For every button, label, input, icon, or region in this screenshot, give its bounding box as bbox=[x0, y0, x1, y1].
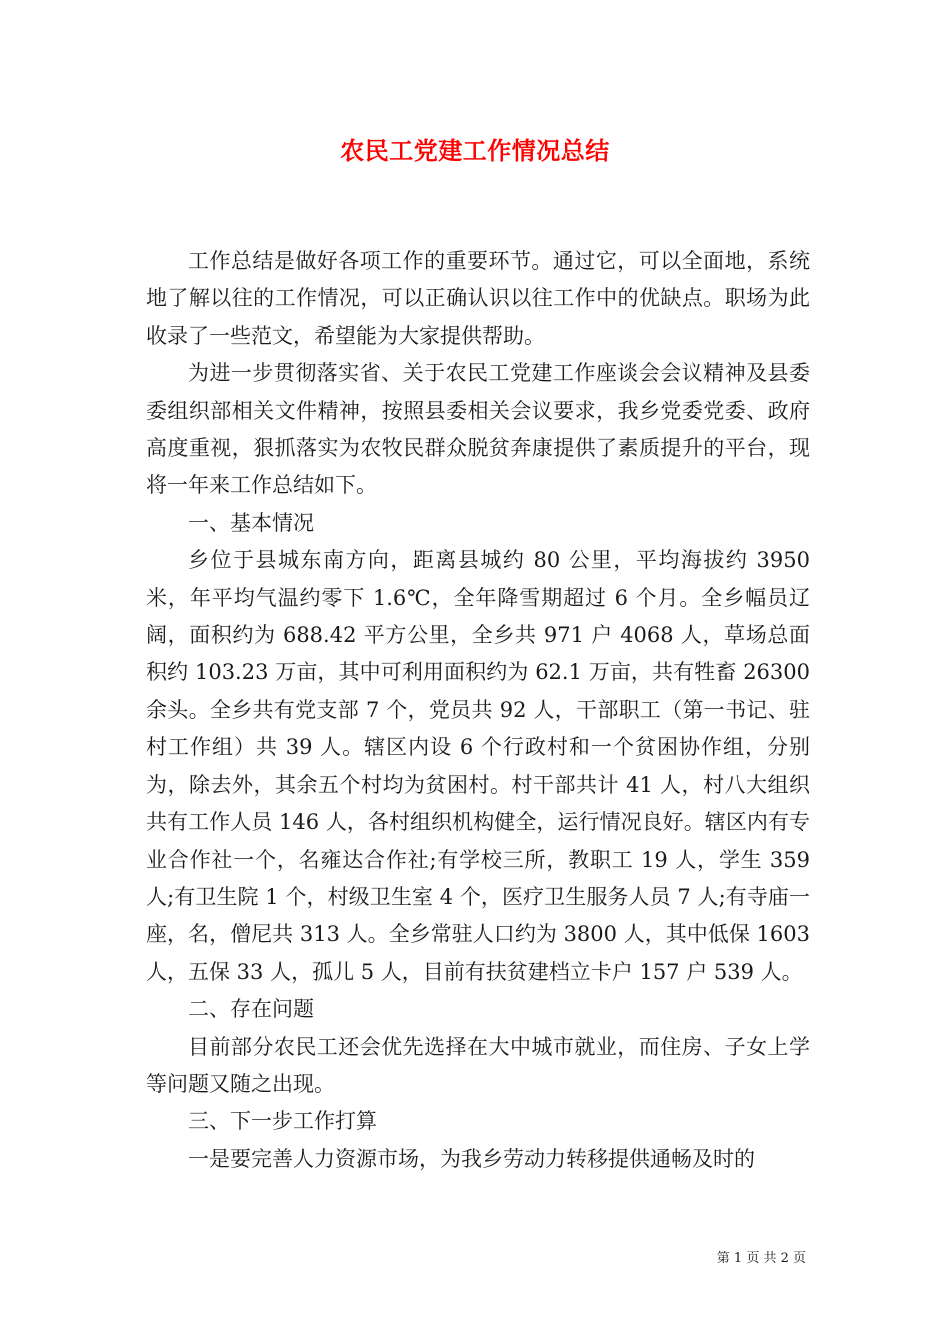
section-heading-basic-situation: 一、基本情况 bbox=[188, 510, 314, 535]
next-steps-paragraph: 一是要完善人力资源市场，为我乡劳动力转移提供通畅及时的 bbox=[188, 1146, 755, 1171]
intro-paragraph: 工作总结是做好各项工作的重要环节。通过它，可以全面地，系统地了解以往的工作情况，可以正确认识以往工作中的优缺点。职场为此收录了一些范文，希望能为大家提供帮助。 bbox=[146, 249, 810, 348]
section-heading-next-steps: 三、下一步工作打算 bbox=[188, 1109, 377, 1134]
document-title: 农民工党建工作情况总结 bbox=[340, 136, 610, 165]
document-body bbox=[146, 243, 810, 1178]
page-number-footer: 第 1 页 共 2 页 bbox=[716, 1251, 806, 1266]
problems-paragraph: 目前部分农民工还会优先选择在大中城市就业，而住房、子女上学等问题又随之出现。 bbox=[146, 1034, 810, 1096]
purpose-paragraph: 为进一步贯彻落实省、关于农民工党建工作座谈会会议精神及县委委组织部相关文件精神，按照县委相关会议要求，我乡党委党委、政府高度重视，狠抓落实为农牧民群众脱贫奔康提供了素质提升的平台，现将一年来工作总结如下。 bbox=[146, 361, 810, 498]
basic-situation-paragraph: 乡位于县城东南方向，距离县城约 80 公里，平均海拔约 3950 米，年平均气温约零下 1.6℃，全年降雪期超过 6 个月。全乡幅员辽阔，面积约为 688.42 平方公里，全乡共 971 户 4068 人，草场总面积约 103.23 万亩，其中可利用面积约为 62.1 万亩，共有牲畜 26300 余头。全乡共有党支部 7 个，党员共 92 人，干部职工（第一书记、驻村工作组）共 39 人。辖区内设 6 个行政村和一个贫困协作组，分别为，除去外，其余五个村均为贫困村。村干部共计 41 人，村八大组织共有工作人员 146 人，各村组织机构健全，运行情况良好。辖区内有专业合作社一个，名雍达合作社;有学校三所，教职工 19 人，学生 359 人;有卫生院 1 个，村级卫生室 4 个，医疗卫生服务人员 7 人;有寺庙一座，名，僧尼共 313 人。全乡常驻人口约为 3800 人，其中低保 1603 人，五保 33 人，孤儿 5 人，目前有扶贫建档立卡户 157 户 539 人。 bbox=[146, 548, 810, 984]
section-heading-problems: 二、存在问题 bbox=[188, 997, 314, 1022]
